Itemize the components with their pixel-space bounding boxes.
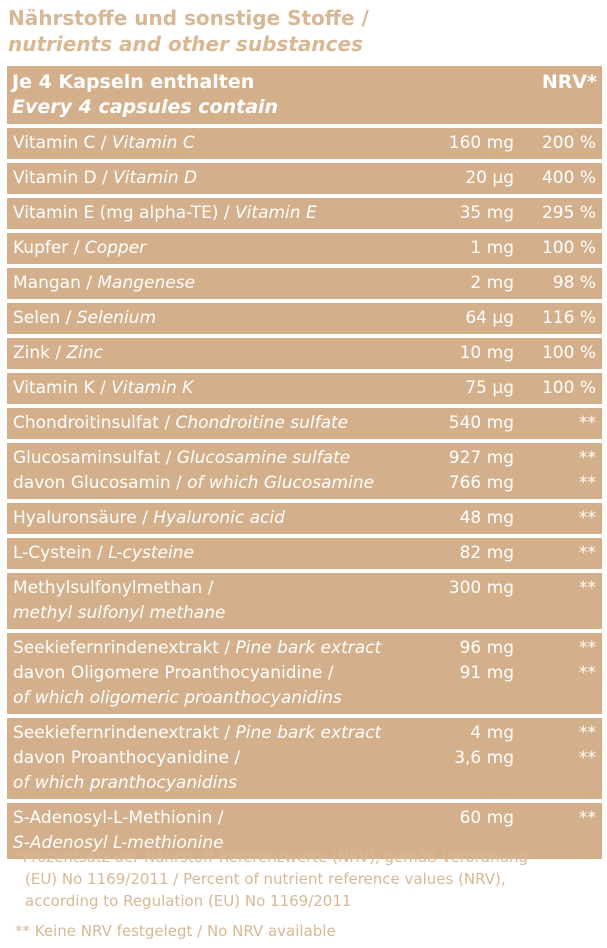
table-row-line [7,718,602,743]
header-german: Je 4 Kapseln enthalten [12,71,255,93]
table-row-line [7,743,602,768]
nutrient-amount: 3,6 mg [454,748,514,768]
table-row-line [7,268,602,293]
table-row [7,373,602,404]
nutrient-name-german: Hyaluronsäure / [13,508,154,528]
nutrient-name-german: Vitamin D / [13,168,114,188]
table-row-line [7,803,602,828]
nutrient-name-german: davon Glucosamin / [13,473,188,493]
nutrient-name-english: methyl sulfonyl methane [13,603,226,623]
nutrient-nrv: ** [579,448,596,468]
nutrient-name-english: Vitamin E [235,203,317,223]
table-row-line [7,658,602,683]
nutrient-name-german: Vitamin E (mg alpha-TE) / [13,203,236,223]
nutrient-name [13,341,103,366]
table-row [7,268,602,299]
nutrient-amount: 4 mg [470,723,514,743]
nutrient-name-english: of which pranthocyanidins [13,773,237,793]
nutrient-name-english: Pine bark extract [235,638,382,658]
nutrient-name-english: of which oligomeric proanthocyanidins [13,688,342,708]
nutrient-amount: 540 mg [448,413,514,433]
nutrient-name-english: Glucosamine sulfate [176,448,351,468]
table-row-line [7,468,602,493]
header-english: Every 4 capsules contain [12,96,279,118]
nutrient-name-german: S-Adenosyl-L-Methionin / [13,808,224,828]
nutrient-amount: 96 mg [459,638,514,658]
nutrient-name [13,771,237,796]
nutrient-name-german: davon Oligomere Proanthocyanidine / [13,663,334,683]
nutrient-name [13,506,285,531]
nutrient-name-german: Chondroitinsulfat / [13,413,176,433]
table-row [7,408,602,439]
nutrient-nrv: ** [579,578,596,598]
nutrient-nrv: ** [579,543,596,563]
nutrient-name [13,471,374,496]
nutrient-name [13,131,195,156]
table-row-line [7,303,602,328]
nutrient-name [13,376,193,401]
nutrient-name-german: Kupfer / [13,238,85,258]
table-row-line [7,198,602,223]
nutrient-name-german: Seekiefernrindenextrakt / [13,723,236,743]
nutrient-amount: 75 µg [465,378,514,398]
nutrient-name-english: Vitamin K [111,378,194,398]
nutrient-amount: 927 mg [448,448,514,468]
table-row-line [7,503,602,528]
nutrient-amount: 160 mg [448,133,514,153]
nutrient-name-german: davon Proanthocyanidine / [13,748,241,768]
nutrient-amount: 1 mg [470,238,514,258]
nutrient-name-german: Mangan / [13,273,98,293]
table-row [7,163,602,194]
nutrient-nrv: 100 % [541,238,596,258]
nutrient-name-english: Mangenese [97,273,196,293]
nutrient-name-german: Methylsulfonylmethan / [13,578,214,598]
nutrient-amount: 10 mg [459,343,514,363]
nutrient-name-german: Zink / [13,343,67,363]
nutrient-nrv: ** [579,723,596,743]
table-row-line [7,633,602,658]
nutrient-name-english: S-Adenosyl L-methionine [13,833,224,853]
nutrient-amount: 60 mg [459,808,514,828]
nutrient-amount: 300 mg [448,578,514,598]
footnote-nrv-line-1: *Prozentsatz der Nährstoff-Referenzwerte (NRV), gemäß Verordnung [15,848,529,866]
nutrient-amount: 35 mg [459,203,514,223]
nutrient-name [13,166,197,191]
table-row-line [7,373,602,398]
table-row [7,128,602,159]
table-row-line [7,163,602,188]
nutrient-name [13,201,317,226]
table-row [7,233,602,264]
nutrient-nrv: 200 % [541,133,596,153]
nutrient-nrv: ** [579,413,596,433]
table-row-line [7,408,602,433]
nutrient-name-german: Glucosaminsulfat / [13,448,177,468]
nutrient-amount: 82 mg [459,543,514,563]
title-german: Nährstoffe und sonstige Stoffe / [8,6,369,30]
nutrient-name-german: Vitamin C / [13,133,112,153]
nutrient-nrv: 116 % [541,308,596,328]
nutrient-name [13,541,194,566]
nutrient-name [13,411,348,436]
nutrient-name [13,236,146,261]
table-body [7,128,602,859]
nutrient-nrv: 400 % [541,168,596,188]
table-header [7,66,602,124]
nutrient-nrv: ** [579,748,596,768]
footnote-nrv-line-2: (EU) No 1169/2011 / Percent of nutrient reference values (NRV), [25,870,506,888]
nutrient-name-english: Pine bark extract [235,723,382,743]
nutrient-name [13,306,156,331]
nutrient-amount: 48 mg [459,508,514,528]
table-row-line [7,598,602,623]
table-row [7,573,602,629]
table-row-line [7,538,602,563]
table-row [7,503,602,534]
nutrient-nrv: 100 % [541,343,596,363]
nutrient-amount: 20 µg [465,168,514,188]
nutrient-table [7,66,602,859]
title-block [8,5,603,57]
nutrient-name-german: Selen / [13,308,77,328]
header-nrv: NRV* [541,71,597,93]
nutrient-name-german: L-Cystein / [13,543,109,563]
nutrient-nrv: ** [579,508,596,528]
nutrient-name-english: Chondroitine sulfate [175,413,349,433]
table-row-line [7,338,602,363]
table-row-line [7,768,602,793]
table-row-line [7,128,602,153]
nutrient-name [13,601,225,626]
title-english: nutrients and other substances [8,32,363,56]
nutrient-name-english: L-cysteine [108,543,194,563]
nutrient-nrv: ** [579,663,596,683]
nutrient-name-german: Seekiefernrindenextrakt / [13,638,236,658]
nutrient-name-english: Copper [84,238,147,258]
nutrient-nrv: 98 % [552,273,596,293]
nutrient-amount: 766 mg [448,473,514,493]
nutrient-name-english: Selenium [76,308,157,328]
nutrient-name-english: Vitamin C [111,133,195,153]
table-row [7,538,602,569]
nutrient-amount: 2 mg [470,273,514,293]
footnote-nrv-line-3: according to Regulation (EU) No 1169/2011 [25,892,352,910]
nutrient-name-english: Vitamin D [113,168,198,188]
table-row [7,338,602,369]
nutrient-name [13,271,195,296]
nutrient-name-english: of which Glucosamine [187,473,375,493]
table-row-line [7,233,602,258]
nutrient-nrv: ** [579,638,596,658]
nutrient-nrv: ** [579,473,596,493]
table-row [7,718,602,799]
nutrient-name-german: Vitamin K / [13,378,112,398]
table-row [7,633,602,714]
footnote-no-nrv: ** Keine NRV festgelegt / No NRV available [15,922,336,940]
nutrient-nrv: 100 % [541,378,596,398]
table-row-line [7,683,602,708]
nutrient-name [13,686,342,711]
nutrient-amount: 91 mg [459,663,514,683]
nutrient-name-english: Zinc [66,343,104,363]
nutrient-nrv: 295 % [541,203,596,223]
footnote-nrv [15,846,600,912]
nutrient-name-english: Hyaluronic acid [153,508,285,528]
table-row-line [7,573,602,598]
table-row [7,198,602,229]
nutrient-nrv: ** [579,808,596,828]
table-row [7,303,602,334]
nutrient-amount: 64 µg [465,308,514,328]
table-row-line [7,443,602,468]
table-row [7,443,602,499]
